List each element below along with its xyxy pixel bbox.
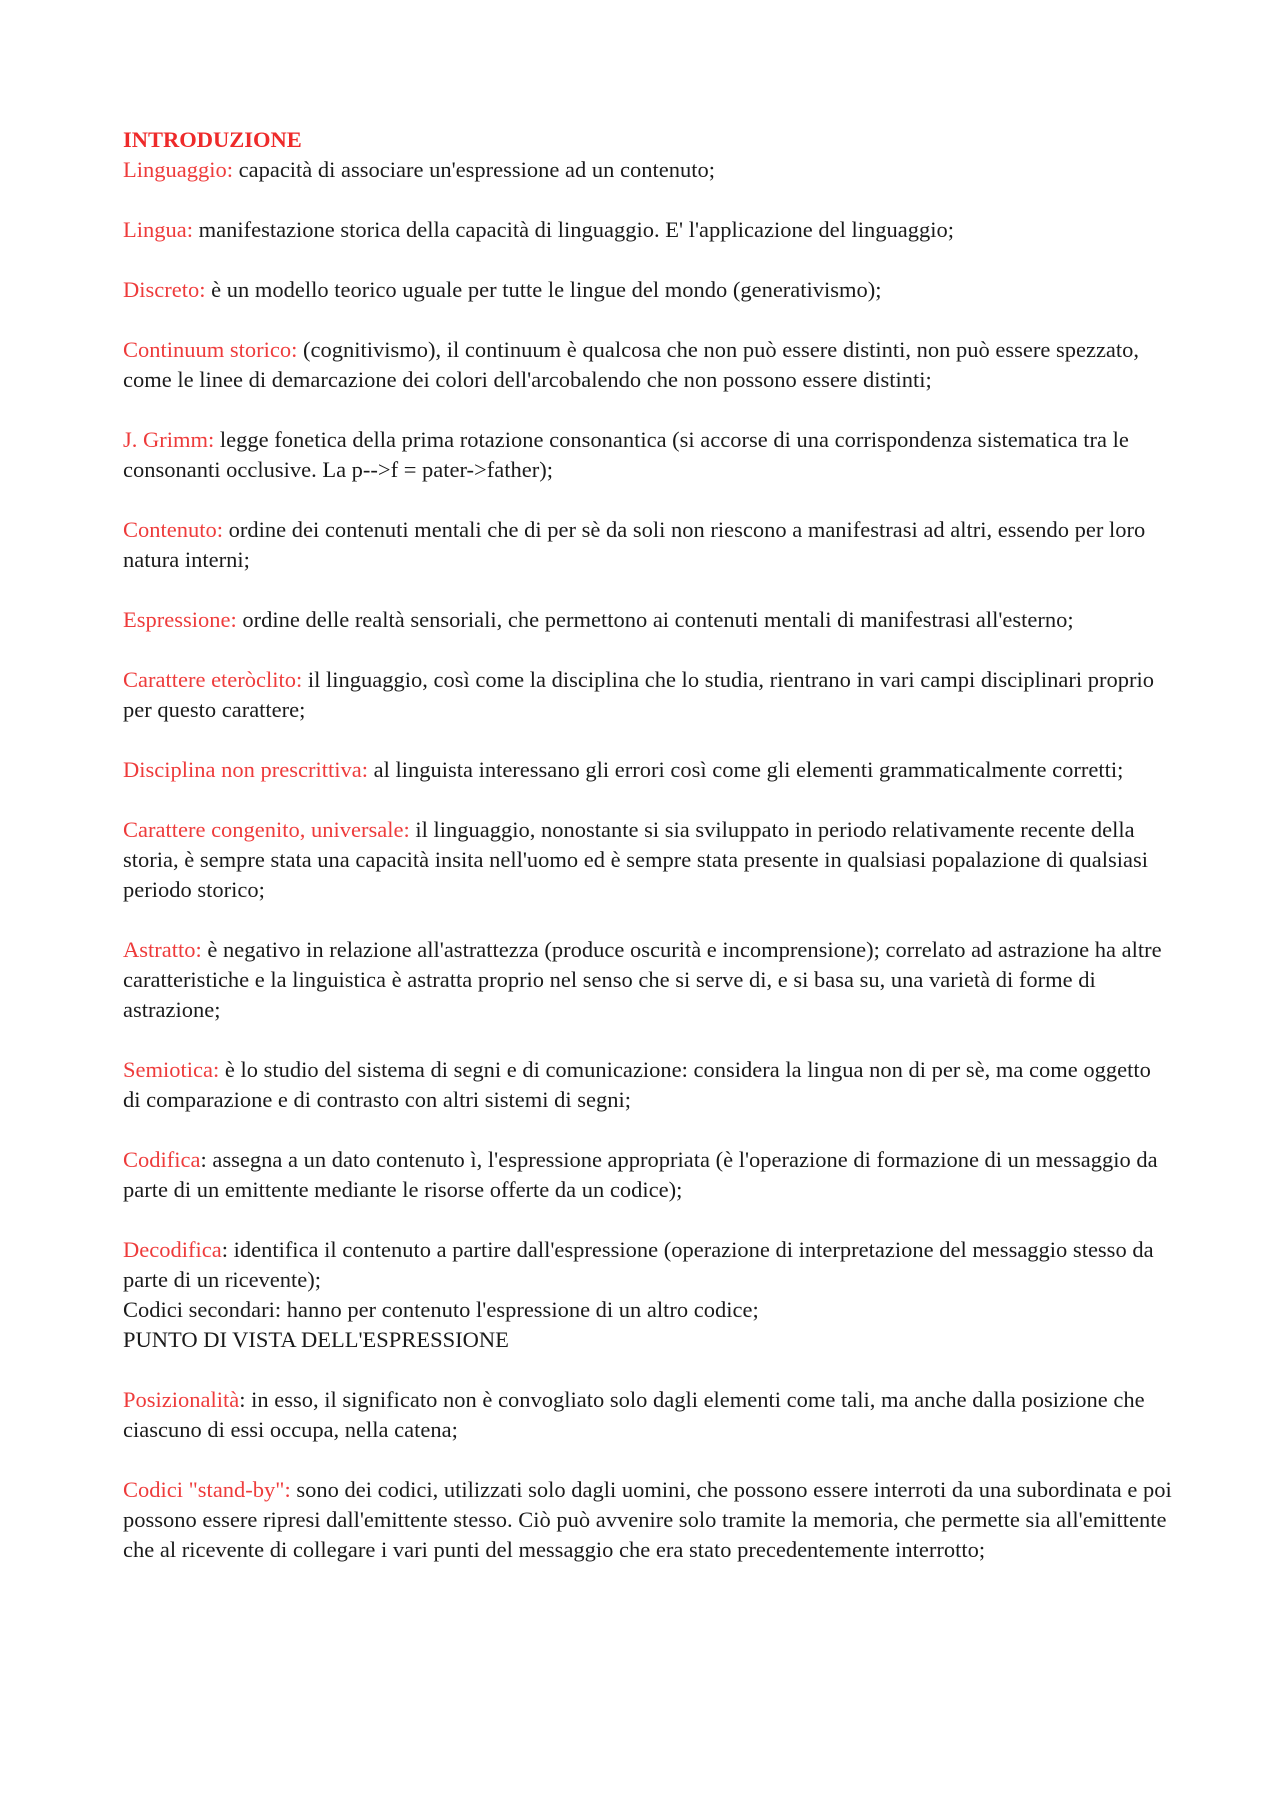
term-label: Continuum storico: (123, 337, 298, 362)
entry-codifica (123, 1145, 1173, 1205)
term-definition: : in esso, il significato non è convogliato solo dagli elementi come tali, ma anche dalla posizione che ciascuno di essi occupa, nella catena; (123, 1387, 1145, 1442)
term-definition: manifestazione storica della capacità di linguaggio. E' l'applicazione del linguaggio; (192, 217, 954, 242)
term-definition: ordine delle realtà sensoriali, che permettono ai contenuti mentali di manifestrasi all'esterno; (236, 607, 1074, 632)
entry-carattere-congenito (123, 815, 1173, 905)
entry-decodifica (123, 1235, 1173, 1295)
section-title: INTRODUZIONE (123, 127, 302, 152)
term-definition: sono dei codici, utilizzati solo dagli uomini, che possono essere interroti da una subordinata e poi possono essere ripresi dall'emittente stesso. Ciò può avvenire solo tramite la memoria, che permette sia all'emittente che al ricevente di collegare i vari punti del messaggio che era stato precedentemente interrotto; (123, 1477, 1172, 1562)
term-definition: è negativo in relazione all'astrattezza (produce oscurità e incomprensione); correlato ad astrazione ha altre caratteristiche e la linguistica è astratta proprio nel senso che si serve di, e si basa su, una varietà di forme di astrazione; (123, 937, 1162, 1022)
entry-carattere-eteroclito (123, 665, 1173, 725)
term-label: Carattere eteròclito: (123, 667, 303, 692)
term-definition: (cognitivismo), il continuum è qualcosa che non può essere distinti, non può essere spezzato, come le linee di demarcazione dei colori dell'arcobalendo che non possono essere distinti; (123, 337, 1140, 392)
term-label: Discreto: (123, 277, 206, 302)
term-label: Decodifica (123, 1237, 222, 1262)
entry-posizionalita (123, 1385, 1173, 1445)
term-definition: il linguaggio, così come la disciplina che lo studia, rientrano in vari campi disciplinari proprio per questo carattere; (123, 667, 1154, 722)
entry-espressione (123, 605, 1173, 635)
term-label: Espressione: (123, 607, 237, 632)
entry-semiotica (123, 1055, 1173, 1115)
term-definition: legge fonetica della prima rotazione consonantica (si accorse di una corrispondenza sistematica tra le consonanti occlusive. La p-->f = pater->father); (123, 427, 1129, 482)
entry-astratto (123, 935, 1173, 1025)
term-definition: capacità di associare un'espressione ad un contenuto; (232, 157, 715, 182)
term-label: Astratto: (123, 937, 202, 962)
term-definition: : assegna a un dato contenuto ì, l'espressione appropriata (è l'operazione di formazione di un messaggio da parte di un emittente mediante le risorse offerte da un codice); (123, 1147, 1158, 1202)
term-label: Disciplina non prescrittiva: (123, 757, 368, 782)
entry-discreto (123, 275, 1173, 305)
entry-codici-stand-by (123, 1475, 1173, 1565)
entry-lingua (123, 215, 1173, 245)
entry-disciplina-non-prescrittiva (123, 755, 1173, 785)
term-definition: il linguaggio, nonostante si sia sviluppato in periodo relativamente recente della storia, è sempre stata una capacità insita nell'uomo ed è sempre stata presente in qualsiasi popalazione di qualsiasi periodo storico; (123, 817, 1148, 902)
term-label: Codici "stand-by": (123, 1477, 291, 1502)
term-label: Semiotica: (123, 1057, 220, 1082)
term-label: J. Grimm: (123, 427, 215, 452)
term-label: Carattere congenito, universale: (123, 817, 410, 842)
term-label: Linguaggio: (123, 157, 233, 182)
subsection-heading: PUNTO DI VISTA DELL'ESPRESSIONE (123, 1327, 509, 1352)
term-label: Lingua: (123, 217, 193, 242)
entry-j-grimm (123, 425, 1173, 485)
codici-secondari-line: Codici secondari: hanno per contenuto l'espressione di un altro codice; (123, 1297, 759, 1322)
term-label: Codifica (123, 1147, 201, 1172)
entry-contenuto (123, 515, 1173, 575)
entry-linguaggio (123, 155, 1173, 185)
term-label: Contenuto: (123, 517, 223, 542)
document-page (123, 125, 1173, 1595)
term-definition: : identifica il contenuto a partire dall'espressione (operazione di interpretazione del messaggio stesso da parte di un ricevente); (123, 1237, 1154, 1292)
term-definition: è lo studio del sistema di segni e di comunicazione: considera la lingua non di per sè, ma come oggetto di comparazione e di contrasto con altri sistemi di segni; (123, 1057, 1151, 1112)
entry-continuum-storico (123, 335, 1173, 395)
term-definition: ordine dei contenuti mentali che di per sè da soli non riescono a manifestrasi ad altri, essendo per loro natura interni; (123, 517, 1146, 572)
term-definition: è un modello teorico uguale per tutte le lingue del mondo (generativismo); (205, 277, 882, 302)
term-definition: al linguista interessano gli errori così come gli elementi grammaticalmente corretti; (367, 757, 1124, 782)
term-label: Posizionalità (123, 1387, 240, 1412)
